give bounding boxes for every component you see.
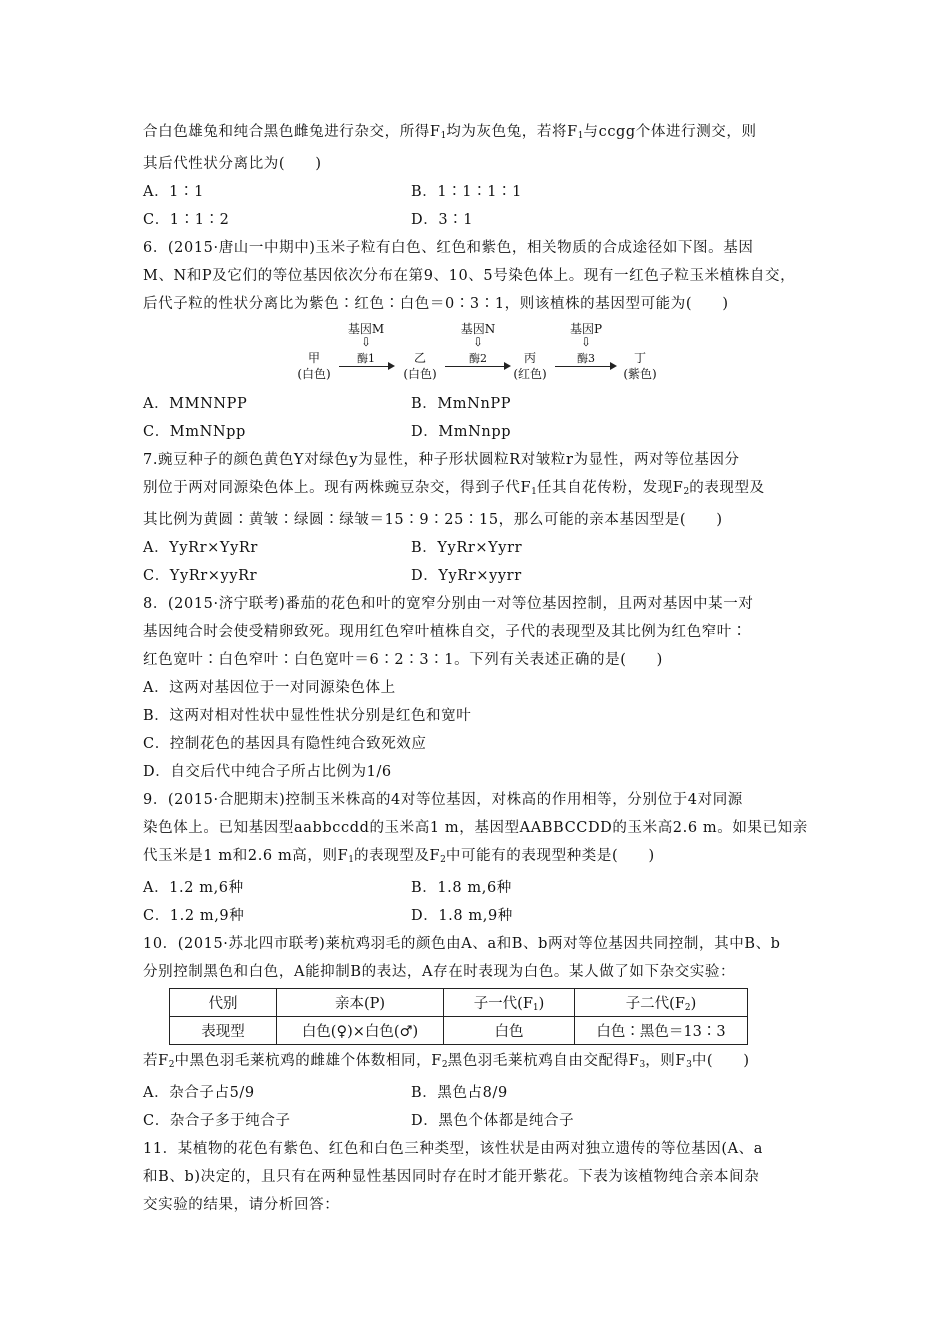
- q11-line-1: 11．某植物的花色有紫色、红色和白色三种类型，该性状是由两对独立遗传的等位基因(A、a: [143, 1141, 764, 1157]
- q8-line-3: 红色宽叶∶白色窄叶∶白色宽叶＝6∶2∶3∶1。下列有关表述正确的是( ): [143, 652, 663, 668]
- q6-line-2: M、N和P及它们的等位基因依次分布在第9、10、5号染色体上。现有一红色子粒玉米植株自交，: [143, 268, 796, 284]
- q6-options-row-1: [143, 390, 818, 418]
- q9-line-1: 9．(2015·合肥期末)控制玉米株高的4对等位基因，对株高的作用相等，分别位于4对同源: [143, 792, 743, 808]
- q9-options-row-2: [143, 902, 818, 930]
- q7-line-3: 其比例为黄圆∶黄皱∶绿圆∶绿皱＝15∶9∶25∶15，那么可能的亲本基因型是( ): [143, 512, 723, 528]
- table-cell: 表现型: [170, 1017, 277, 1045]
- table-cell: 白色: [444, 1017, 575, 1045]
- q6-line-3: 后代子粒的性状分离比为紫色∶红色∶白色＝0∶3∶1，则该植株的基因型可能为( ): [143, 296, 729, 312]
- table-cell: 白色(♀)×白色(♂): [277, 1017, 444, 1045]
- arrow-right-icon: [555, 366, 615, 367]
- table-header-row: [170, 989, 748, 1017]
- node-color: (白色): [403, 367, 437, 381]
- q6-option-c: C．MmNNpp: [143, 424, 246, 440]
- q10-line-2: 分别控制黑色和白色，A能抑制B的表达，A存在时表现为白色。某人做了如下杂交实验：: [143, 964, 736, 980]
- q5-line-1: 合白色雄兔和纯合黑色雌兔进行杂交，所得$F_1$均为灰色兔，若将$F_1$与ccgg个体进行测交，则: [143, 124, 757, 141]
- node-label: 甲: [307, 351, 320, 365]
- substance-yi: [395, 350, 445, 382]
- q11-line-2: 和B、b)决定的，且只有在两种显性基因同时存在时才能开紫花。下表为该植物纯合亲本间杂: [143, 1169, 760, 1185]
- q7-line-2: 别位于两对同源染色体上。现有两株豌豆杂交，得到子代$F_1$任其自花传粉，发现$F_2$的表现型及: [143, 480, 765, 497]
- q7-option-b: B．YyRr×Yyrr: [411, 540, 523, 556]
- gene-n-label: 基因N: [460, 322, 496, 336]
- q8-option-b: B．这两对相对性状中显性性状分别是红色和宽叶: [143, 708, 472, 724]
- q6-option-b: B．MmNnPP: [411, 396, 512, 412]
- q10-option-d: D．黑色个体都是纯合子: [411, 1113, 575, 1129]
- q8-line-2: 基因纯合时会使受精卵致死。现用红色窄叶植株自交，子代的表现型及其比例为红色窄叶∶: [143, 624, 747, 640]
- q7-option-c: C．YyRr×yyRr: [143, 568, 258, 584]
- q10-option-a: A．杂合子占5/9: [143, 1085, 255, 1101]
- q6-option-d: D．MmNnpp: [411, 424, 512, 440]
- q8-option-a: A．这两对基因位于一对同源染色体上: [143, 680, 396, 696]
- down-arrow-icon: ⇩: [472, 335, 484, 349]
- table-header-cell: 代别: [170, 989, 277, 1017]
- q7-options-row-1: [143, 534, 818, 562]
- arrow-right-icon: [445, 366, 509, 367]
- gene-m-label: 基因M: [347, 322, 385, 336]
- q7-option-a: A．YyRr×YyRr: [143, 540, 258, 556]
- q11-line-3: 交实验的结果，请分析回答：: [143, 1197, 340, 1213]
- node-color: (紫色): [623, 367, 657, 381]
- enzyme-1-label: 酶1: [357, 352, 375, 365]
- q10-option-b: B．黑色占8/9: [411, 1085, 508, 1101]
- q5-option-b: B．1∶1∶1∶1: [411, 184, 522, 200]
- node-label: 丁: [633, 351, 646, 365]
- q9-line-3: 代玉米是1 m和2.6 m高，则$F_1$的表现型及$F_2$中可能有的表现型种类是( ): [143, 848, 655, 865]
- enzyme-2-label: 酶2: [469, 352, 487, 365]
- substance-ding: [615, 350, 665, 382]
- substance-jia: [289, 350, 339, 382]
- q10-options-row-2: [143, 1107, 818, 1135]
- q7-line-1: 7.豌豆种子的颜色黄色Y对绿色y为显性，种子形状圆粒R对皱粒r为显性，两对等位基因分: [143, 452, 740, 468]
- q5-options-row-2: [143, 206, 818, 234]
- down-arrow-icon: ⇩: [360, 335, 372, 349]
- q6-line-1: 6．(2015·唐山一中期中)玉米子粒有白色、红色和紫色，相关物质的合成途径如下图。基因: [143, 240, 754, 256]
- q7-option-d: D．YyRr×yyrr: [411, 568, 522, 584]
- arrow-right-icon: [339, 366, 393, 367]
- table-header-cell: 子一代$(F_1)$: [444, 989, 575, 1017]
- q10-options-row-1: [143, 1079, 818, 1107]
- q9-option-a: A．1.2 m,6种: [143, 880, 244, 896]
- node-label: 乙: [413, 351, 426, 365]
- q6-option-a: A．MMNNPP: [143, 396, 248, 412]
- q9-option-d: D．1.8 m,9种: [411, 908, 513, 924]
- q5-option-a: A．1∶1: [143, 184, 204, 200]
- q10-line-3: 若$F_2$中黑色羽毛莱杭鸡的雌雄个体数相同，$F_2$黑色羽毛莱杭鸡自由交配得$F_3$，则$F_3$中( ): [143, 1053, 750, 1070]
- down-arrow-icon: ⇩: [580, 335, 592, 349]
- q5-option-d: D．3∶1: [411, 212, 474, 228]
- q8-option-c: C．控制花色的基因具有隐性纯合致死效应: [143, 736, 427, 752]
- q9-options-row-1: [143, 874, 818, 902]
- table-cell: 白色∶黑色＝13∶3: [575, 1017, 748, 1045]
- q10-line-1: 10．(2015·苏北四市联考)莱杭鸡羽毛的颜色由A、a和B、b两对等位基因共同控制，其中B、b: [143, 936, 781, 952]
- substance-bing: [505, 350, 555, 382]
- node-color: (白色): [297, 367, 331, 381]
- q5-line-2: 其后代性状分离比为( ): [143, 156, 322, 172]
- enzyme-3-label: 酶3: [577, 352, 595, 365]
- gene-p-label: 基因P: [569, 322, 603, 336]
- node-label: 丙: [523, 351, 536, 365]
- q7-options-row-2: [143, 562, 818, 590]
- q9-line-2: 染色体上。已知基因型aabbccdd的玉米高1 m，基因型AABBCCDD的玉米高2.6 m。如果已知亲: [143, 820, 808, 836]
- document-page: [143, 118, 818, 1219]
- table-header-cell: 亲本(P): [277, 989, 444, 1017]
- cross-experiment-table: [169, 988, 748, 1045]
- q10-option-c: C．杂合子多于纯合子: [143, 1113, 291, 1129]
- q8-option-d: D．自交后代中纯合子所占比例为1/6: [143, 764, 392, 780]
- q9-option-c: C．1.2 m,9种: [143, 908, 245, 924]
- synthesis-pathway-diagram: [143, 322, 818, 384]
- table-row: [170, 1017, 748, 1045]
- q5-options-row-1: [143, 178, 818, 206]
- node-color: (红色): [513, 367, 547, 381]
- q5-option-c: C．1∶1∶2: [143, 212, 230, 228]
- q6-options-row-2: [143, 418, 818, 446]
- q8-line-1: 8．(2015·济宁联考)番茄的花色和叶的宽窄分别由一对等位基因控制，且两对基因中某一对: [143, 596, 754, 612]
- table-header-cell: 子二代$(F_2)$: [575, 989, 748, 1017]
- q9-option-b: B．1.8 m,6种: [411, 880, 512, 896]
